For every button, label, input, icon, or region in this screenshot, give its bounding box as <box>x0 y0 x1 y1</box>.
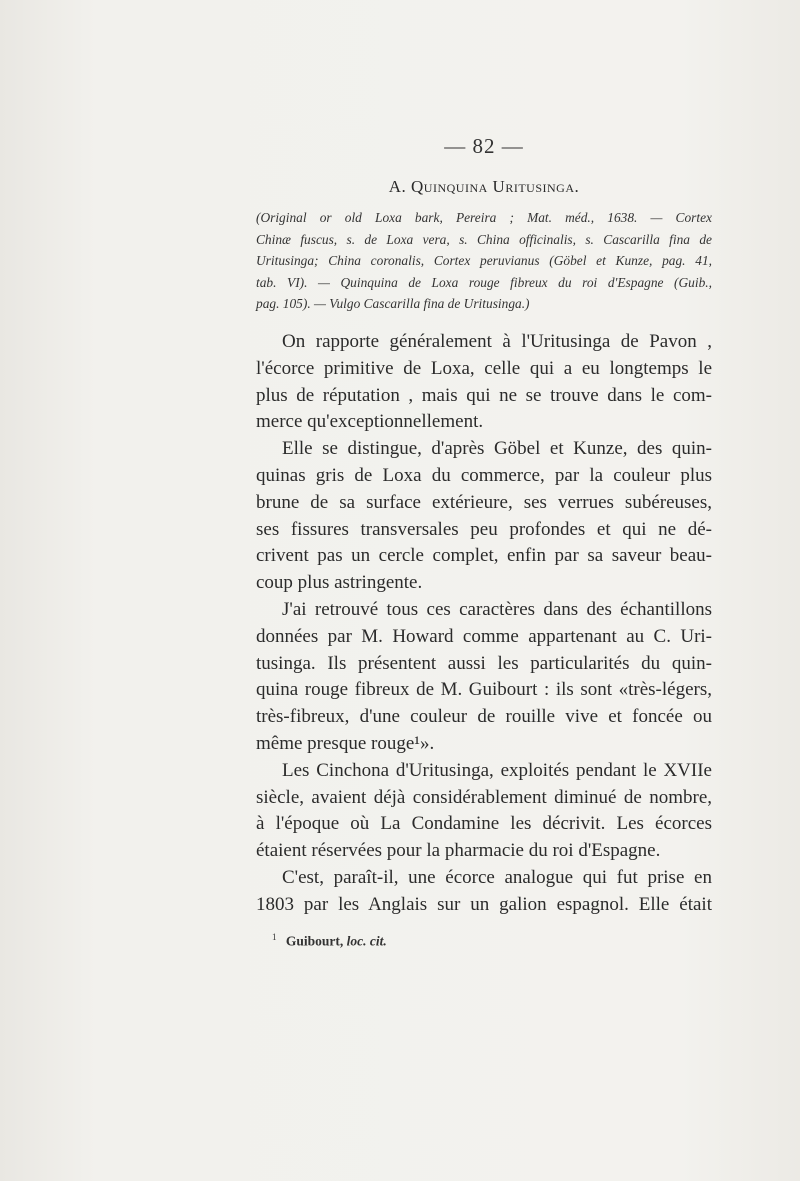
text-line: même presque rouge¹». <box>256 732 435 754</box>
text-line: siècle, avaient déjà considérablement diminué de nombre, <box>256 786 712 808</box>
synonymy-line: Chinæ fuscus, s. de Loxa vera, s. China officinalis, s. Cascarilla fina de <box>256 231 712 247</box>
text-line: plus de réputation , mais qui ne se trouve dans le com- <box>256 384 712 406</box>
text-line: l'écorce primitive de Loxa, celle qui a eu longtemps le <box>256 357 712 379</box>
footnote-author: Guibourt, <box>285 933 344 949</box>
body-text <box>256 329 712 919</box>
text-line: étaient réservées pour la pharmacie du roi d'Espagne. <box>256 840 661 862</box>
synonymy-line: pag. 105). — Vulgo Cascarilla fina de Uritusinga.) <box>256 296 530 312</box>
text-line: brune de sa surface extérieure, ses verrues subéreuses, <box>256 491 712 513</box>
text-line: à l'époque où La Condamine les décrivit. Les écorces <box>256 813 712 835</box>
paragraph <box>256 329 712 436</box>
text-line: coup plus astringente. <box>256 572 423 594</box>
text-line: ses fissures transversales peu profondes et qui ne dé- <box>256 518 712 540</box>
text-line: J'ai retrouvé tous ces caractères dans des échantillons <box>282 598 712 620</box>
text-line: très-fibreux, d'une couleur de rouille vive et foncée ou <box>256 706 712 728</box>
synonymy-line: (Original or old Loxa bark, Pereira ; Mat. méd., 1638. — Cortex <box>256 210 712 225</box>
synonymy-block <box>256 207 712 315</box>
synonymy-line: tab. VI). — Quinquina de Loxa rouge fibreux du roi d'Espagne (Guib., <box>256 274 712 290</box>
text-line: tusinga. Ils présentent aussi les particularités du quin- <box>256 652 712 674</box>
paragraph <box>256 597 712 758</box>
synonymy-line: Uritusinga; China coronalis, Cortex peruvianus (Göbel et Kunze, pag. 41, <box>256 253 712 269</box>
paragraph <box>256 865 712 919</box>
page-content <box>256 134 712 919</box>
paragraph <box>256 436 712 597</box>
text-line: données par M. Howard comme appartenant au C. Uri- <box>256 625 712 647</box>
footnote-mark: 1 <box>272 932 277 942</box>
section-title-text: Quinquina Uritusinga. <box>411 177 580 196</box>
synonymy-paragraph <box>256 207 712 315</box>
text-line: Les Cinchona d'Uritusinga, exploités pendant le XVIIe <box>282 759 712 781</box>
text-line: C'est, paraît-il, une écorce analogue qui fut prise en <box>282 866 712 888</box>
page-number: — 82 — <box>444 134 524 158</box>
footnote <box>272 932 387 950</box>
text-line: quina rouge fibreux de M. Guibourt : ils sont «très-légers, <box>256 679 712 701</box>
section-title-prefix: A. <box>388 177 407 196</box>
footnote-reference: loc. cit. <box>346 933 387 949</box>
text-line: On rapporte généralement à l'Uritusinga de Pavon , <box>282 330 712 352</box>
text-line: crivent pas un cercle complet, enfin par sa saveur beau- <box>256 545 712 567</box>
text-line: quinas gris de Loxa du commerce, par la couleur plus <box>256 464 712 486</box>
text-line: 1803 par les Anglais sur un galion espagnol. Elle était <box>256 893 712 915</box>
paragraph <box>256 758 712 865</box>
section-title <box>256 177 712 197</box>
text-line: merce qu'exceptionnellement. <box>256 411 484 433</box>
text-line: Elle se distingue, d'après Göbel et Kunze, des quin- <box>282 438 712 460</box>
